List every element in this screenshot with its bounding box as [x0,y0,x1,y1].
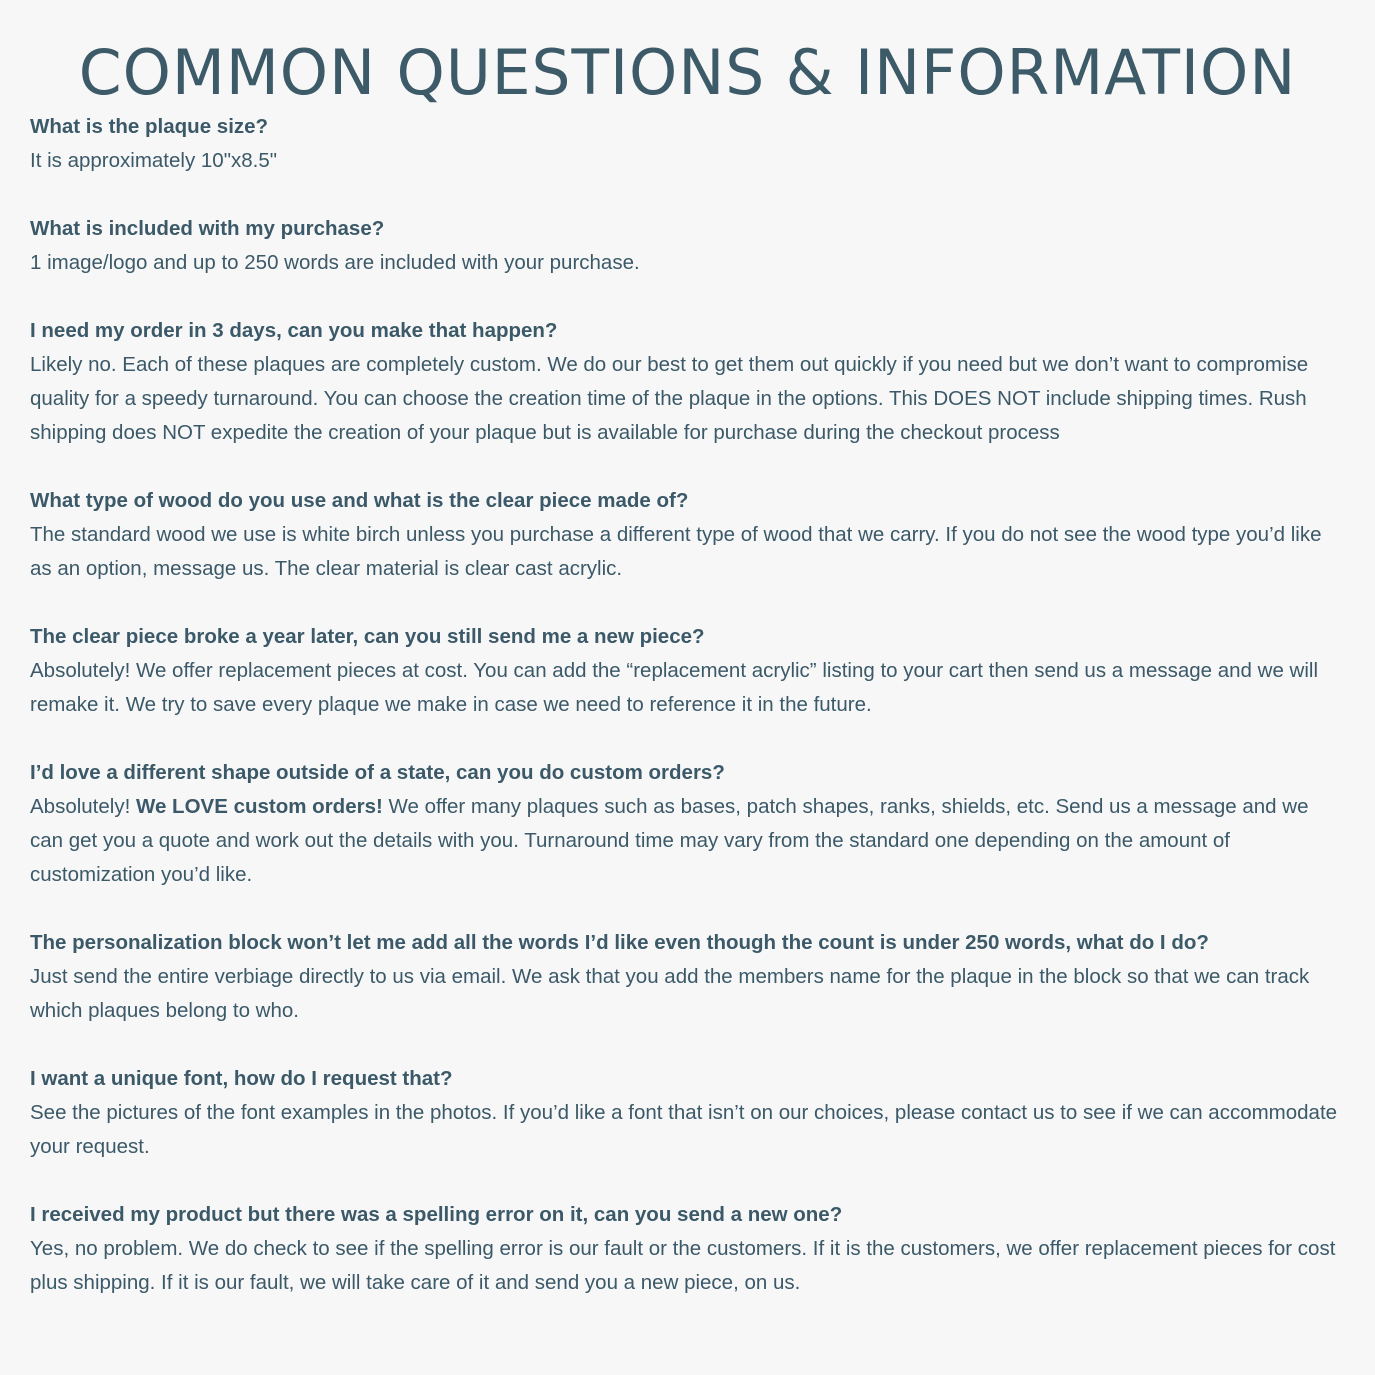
faq-question: I’d love a different shape outside of a state, can you do custom orders? [30,761,725,784]
faq-list [30,110,1345,1300]
faq-answer: It is approximately 10"x8.5" [30,149,278,172]
faq-question: I want a unique font, how do I request that? [30,1067,453,1090]
page-title: COMMON QUESTIONS & INFORMATION [78,36,1297,109]
faq-answer: See the pictures of the font examples in the photos. If you’d like a font that isn’t on our choices, please contact us to see if we can accommodate your request. [30,1101,1338,1158]
faq-question: The personalization block won’t let me add all the words I’d like even though the count is under 250 words, what do I do? [30,931,1209,954]
faq-answer [30,790,1345,892]
faq-question: I need my order in 3 days, can you make that happen? [30,319,558,342]
faq-item-unique-font [30,1062,1345,1164]
faq-answer: Just send the entire verbiage directly to us via email. We ask that you add the members name for the plaque in the block so that we can track which plaques belong to who. [30,965,1310,1022]
faq-item-wood-type [30,484,1345,586]
faq-question: The clear piece broke a year later, can you still send me a new piece? [30,625,705,648]
faq-answer-emphasis: We LOVE custom orders! [135,795,383,818]
faq-answer-prefix: Absolutely! [30,795,136,818]
faq-item-personalization [30,926,1345,1028]
faq-question: What type of wood do you use and what is the clear piece made of? [30,489,689,512]
faq-answer: Yes, no problem. We do check to see if the spelling error is our fault or the customers. If it is the customers, we offer replacement pieces for cost plus shipping. If it is our fault, we will take care of it and send you a new piece, on us. [30,1237,1336,1294]
faq-question: What is the plaque size? [30,115,269,138]
faq-answer: Likely no. Each of these plaques are completely custom. We do our best to get them out quickly if you need but we don’t want to compromise quality for a speedy turnaround. You can choose the creation time of the plaque in the options. This DOES NOT include shipping times. Rush shipping does NOT expedite the creation of your plaque but is available for purchase during the checkout process [30,353,1309,444]
faq-answer-rest: We offer many plaques such as bases, patch shapes, ranks, shields, etc. Send us a message and we can get you a quote and work out the details with you. Turnaround time may vary from the standard one depending on the amount of customization you’d like. [30,795,1309,886]
faq-item-spelling-error [30,1198,1345,1300]
faq-question: What is included with my purchase? [30,217,385,240]
faq-item-plaque-size [30,110,1345,178]
faq-answer: Absolutely! We offer replacement pieces at cost. You can add the “replacement acrylic” listing to your cart then send us a message and we will remake it. We try to save every plaque we make in case we need to reference it in the future. [30,659,1319,716]
faq-item-replacement [30,620,1345,722]
faq-question: I received my product but there was a spelling error on it, can you send a new one? [30,1203,843,1226]
faq-answer: 1 image/logo and up to 250 words are included with your purchase. [30,251,640,274]
faq-item-included [30,212,1345,280]
faq-answer: The standard wood we use is white birch unless you purchase a different type of wood that we carry. If you do not see the wood type you’d like as an option, message us. The clear material is clear cast acrylic. [30,523,1322,580]
faq-item-custom-orders [30,756,1345,892]
faq-item-rush-order [30,314,1345,450]
